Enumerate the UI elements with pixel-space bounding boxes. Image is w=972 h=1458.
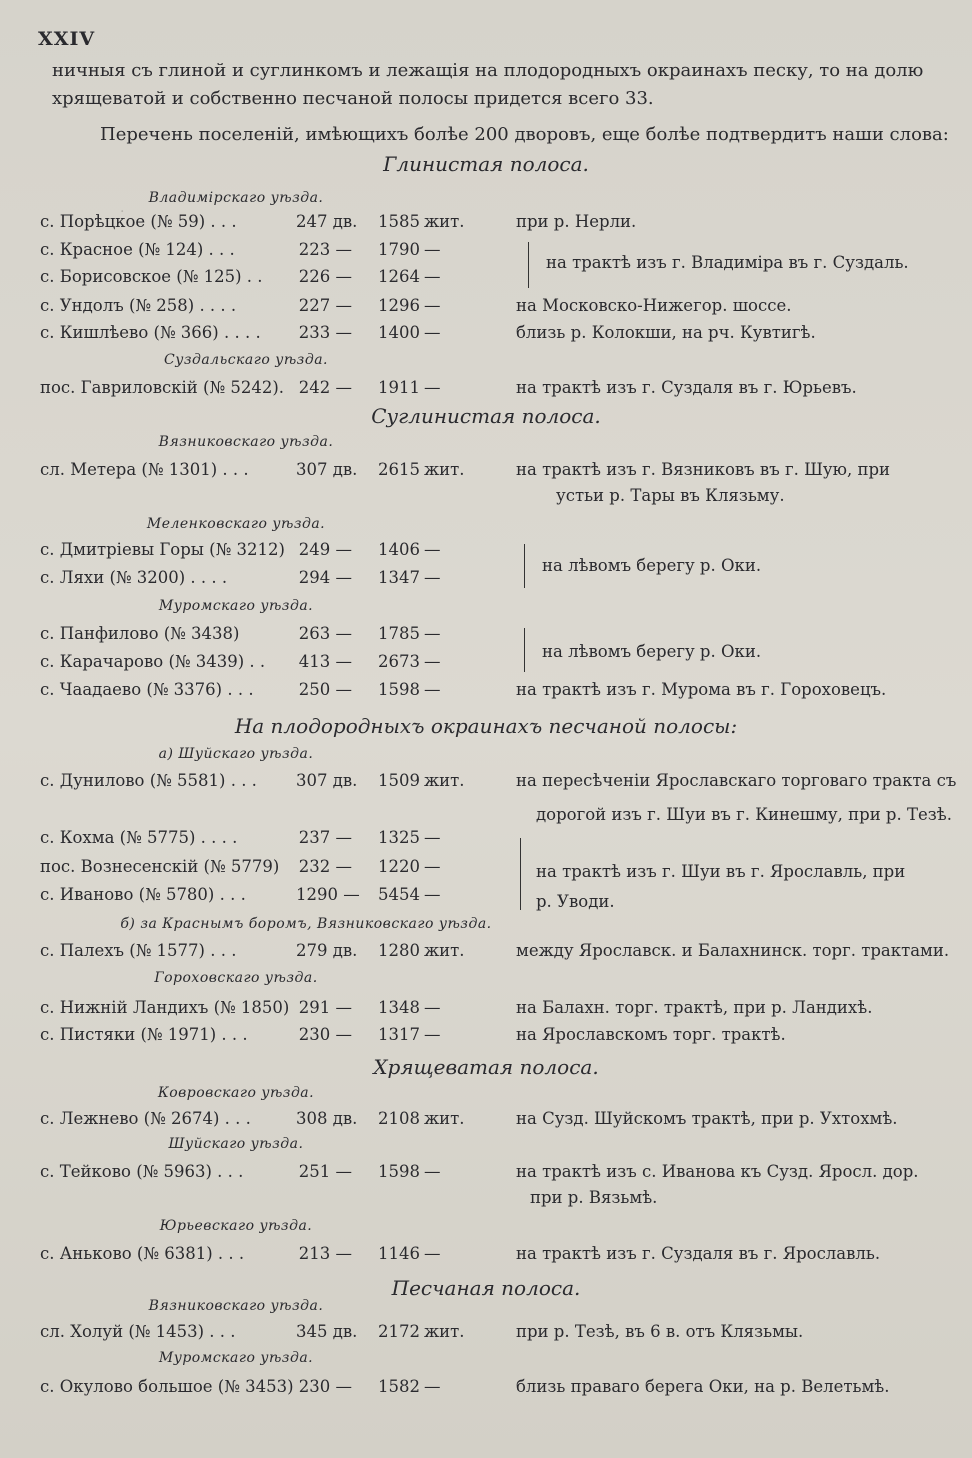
location-note: на трактѣ изъ г. Шуи въ г. Ярославль, при — [536, 862, 906, 881]
intro-line-3: Перечень поселеній, имѣющихъ болѣе 200 дворовъ, еще болѣе подтвердитъ наши слова: — [100, 124, 949, 145]
brace — [528, 242, 529, 288]
settlement-name: сл. Метера (№ 1301) . . . — [40, 460, 249, 479]
yards-count: 230 — — [298, 1377, 352, 1396]
unit: — — [424, 1162, 441, 1181]
population: 1598 — [378, 680, 420, 699]
table-row — [0, 680, 972, 706]
settlement-name: с. Лежнево (№ 2674) . . . — [40, 1109, 251, 1128]
population: 1280 — [378, 941, 420, 960]
location-note: на лѣвомъ берегу р. Оки. — [542, 642, 762, 661]
unit: — — [424, 828, 441, 847]
county-gorokhovets: Гороховскаго уѣзда. — [154, 970, 318, 986]
location-note: на трактѣ изъ г. Суздаля въ г. Юрьевъ. — [516, 378, 857, 397]
yards-count: 247 дв. — [296, 212, 358, 231]
population: 1296 — [378, 296, 420, 315]
location-note: дорогой изъ г. Шуи въ г. Кинешму, при р. Тезѣ. — [536, 805, 952, 824]
county-murom-2: Муромскаго уѣзда. — [158, 1350, 314, 1366]
settlement-name: с. Иваново (№ 5780) . . . — [40, 885, 246, 904]
county-suzdal: Суздальскаго уѣзда. — [163, 352, 328, 368]
location-note: на лѣвомъ берегу р. Оки. — [542, 556, 762, 575]
location-note: при р. Вязьмѣ. — [530, 1188, 658, 1207]
settlement-name: с. Окулово большое (№ 3453) — [40, 1377, 294, 1396]
yards-count: 345 дв. — [296, 1322, 358, 1341]
population: 1598 — [378, 1162, 420, 1181]
settlement-name: с. Пистяки (№ 1971) . . . — [40, 1025, 248, 1044]
location-note: близь праваго берега Оки, на р. Велетьмѣ. — [516, 1377, 890, 1396]
unit: — — [424, 568, 441, 587]
yards-count: 251 — — [298, 1162, 352, 1181]
table-row — [0, 568, 972, 594]
yards-count: 413 — — [298, 652, 352, 671]
intro-line-1: ничныя съ глиной и суглинкомъ и лежащія на плодородныхъ окраинахъ песку, то на долю — [52, 60, 924, 81]
population: 1582 — [378, 1377, 420, 1396]
table-row — [0, 885, 972, 911]
population: 1264 — [378, 267, 420, 286]
unit: — — [424, 267, 441, 286]
location-note: на трактѣ изъ г. Мурома въ г. Гороховецъ. — [516, 680, 887, 699]
settlement-name: с. Дмитріевы Горы (№ 3212) — [40, 540, 285, 559]
table-row — [0, 624, 972, 650]
yards-count: 242 — — [298, 378, 352, 397]
settlement-name: с. Нижній Ландихъ (№ 1850) — [40, 998, 290, 1017]
location-note: устьи р. Тары въ Клязьму. — [556, 486, 785, 505]
population: 2615 — [378, 460, 420, 479]
settlement-name: с. Ляхи (№ 3200) . . . . — [40, 568, 228, 587]
unit: жит. — [424, 771, 465, 790]
settlement-name: с. Ундолъ (№ 258) . . . . — [40, 296, 237, 315]
table-row — [0, 296, 972, 322]
county-shuya-2: Шуйскаго уѣзда. — [168, 1136, 304, 1152]
settlement-name: пос. Гавриловскій (№ 5242). — [40, 378, 285, 397]
settlement-name: с. Палехъ (№ 1577) . . . — [40, 941, 237, 960]
unit: — — [424, 652, 441, 671]
location-note: при р. Нерли. — [516, 212, 637, 231]
population: 1585 — [378, 212, 420, 231]
settlement-name: сл. Холуй (№ 1453) . . . — [40, 1322, 236, 1341]
unit: — — [424, 857, 441, 876]
location-note: на трактѣ изъ г. Вязниковъ въ г. Шую, при — [516, 460, 891, 479]
population: 1220 — [378, 857, 420, 876]
unit: — — [424, 1025, 441, 1044]
yards-count: 233 — — [298, 323, 352, 342]
population: 1785 — [378, 624, 420, 643]
yards-count: 227 — — [298, 296, 352, 315]
yards-count: 230 — — [298, 1025, 352, 1044]
county-kovrov: Ковровскаго уѣзда. — [157, 1085, 315, 1101]
population: 2673 — [378, 652, 420, 671]
table-row — [0, 1025, 972, 1051]
settlement-name: с. Карачарово (№ 3439) . . — [40, 652, 266, 671]
settlement-name: с. Панфилово (№ 3438) — [40, 624, 240, 643]
county-yuryev: Юрьевскаго уѣзда. — [159, 1218, 313, 1234]
table-row — [0, 540, 972, 566]
yards-count: 307 дв. — [296, 460, 358, 479]
population: 1911 — [378, 378, 420, 397]
brace — [524, 544, 525, 588]
unit: — — [424, 680, 441, 699]
intro-line-2: хрящеватой и собственно песчаной полосы придется всего 33. — [52, 88, 654, 109]
population: 1347 — [378, 568, 420, 587]
yards-count: 307 дв. — [296, 771, 358, 790]
county-murom: Муромскаго уѣзда. — [158, 598, 314, 614]
yards-count: 249 — — [298, 540, 352, 559]
table-row — [0, 378, 972, 404]
yards-count: 213 — — [298, 1244, 352, 1263]
unit: — — [424, 624, 441, 643]
yards-count: 237 — — [298, 828, 352, 847]
settlement-name: с. Чаадаево (№ 3376) . . . — [40, 680, 254, 699]
unit: — — [424, 1244, 441, 1263]
yards-count: 279 дв. — [296, 941, 358, 960]
yards-count: 250 — — [298, 680, 352, 699]
unit: — — [424, 323, 441, 342]
yards-count: 291 — — [298, 998, 352, 1017]
section-sand: Песчаная полоса. — [391, 1276, 581, 1300]
table-row — [0, 998, 972, 1024]
location-note: на Сузд. Шуйскомъ трактѣ, при р. Ухтохмѣ. — [516, 1109, 898, 1128]
county-vyazniki-2: Вязниковскаго уѣзда. — [148, 1298, 324, 1314]
unit: жит. — [424, 460, 465, 479]
population: 2172 — [378, 1322, 420, 1341]
yards-count: 294 — — [298, 568, 352, 587]
location-note: при р. Тезѣ, въ 6 в. отъ Клязьмы. — [516, 1322, 804, 1341]
location-note: на трактѣ изъ с. Иванова къ Сузд. Яросл. дор. — [516, 1162, 919, 1181]
yards-count: 232 — — [298, 857, 352, 876]
settlement-name: с. Кишлѣево (№ 366) . . . . — [40, 323, 261, 342]
section-gravel: Хрящеватая полоса. — [373, 1055, 599, 1079]
settlement-name: с. Борисовское (№ 125) . . — [40, 267, 263, 286]
settlement-name: с. Красное (№ 124) . . . — [40, 240, 235, 259]
table-row — [0, 1377, 972, 1403]
population: 5454 — [378, 885, 420, 904]
location-note: близь р. Колокши, на рч. Кувтигѣ. — [516, 323, 816, 342]
brace — [520, 838, 521, 910]
table-row — [0, 828, 972, 854]
table-row — [0, 1322, 972, 1348]
section-loam: Суглинистая полоса. — [371, 404, 601, 428]
unit: — — [424, 885, 441, 904]
county-melenki: Меленковскаго уѣзда. — [146, 516, 326, 532]
yards-count: 223 — — [298, 240, 352, 259]
population: 1146 — [378, 1244, 420, 1263]
table-row — [0, 323, 972, 349]
location-note: на пересѣченіи Ярославскаго торговаго тракта съ — [516, 771, 957, 790]
population: 2108 — [378, 1109, 420, 1128]
table-row — [0, 460, 972, 486]
yards-count: 226 — — [298, 267, 352, 286]
population: 1348 — [378, 998, 420, 1017]
population: 1325 — [378, 828, 420, 847]
unit: — — [424, 296, 441, 315]
population: 1790 — [378, 240, 420, 259]
population: 1509 — [378, 771, 420, 790]
unit: жит. — [424, 1322, 465, 1341]
settlement-name: с. Порѣцкое (№ 59) . . . — [40, 212, 237, 231]
location-note: р. Уводи. — [536, 892, 615, 911]
location-note: между Ярославск. и Балахнинск. торг. трактами. — [516, 941, 950, 960]
unit: — — [424, 240, 441, 259]
location-note: на трактѣ изъ г. Суздаля въ г. Ярославль. — [516, 1244, 881, 1263]
yards-count: 1290 — — [296, 885, 360, 904]
bleed-through-text: . — [120, 200, 125, 216]
table-row — [0, 1109, 972, 1135]
table-row — [0, 1162, 972, 1188]
section-fertile: На плодородныхъ окраинахъ песчаной полосы: — [234, 714, 738, 738]
settlement-name: с. Тейково (№ 5963) . . . — [40, 1162, 244, 1181]
location-note: на трактѣ изъ г. Владиміра въ г. Суздаль. — [546, 253, 909, 272]
table-row — [0, 212, 972, 238]
unit: жит. — [424, 941, 465, 960]
location-note: на Ярославскомъ торг. трактѣ. — [516, 1025, 786, 1044]
table-row — [0, 771, 972, 797]
yards-count: 308 дв. — [296, 1109, 358, 1128]
brace — [524, 628, 525, 672]
population: 1406 — [378, 540, 420, 559]
county-vyazniki: Вязниковскаго уѣзда. — [158, 434, 334, 450]
table-row — [0, 652, 972, 678]
unit: жит. — [424, 1109, 465, 1128]
unit: — — [424, 378, 441, 397]
settlement-name: пос. Вознесенскій (№ 5779) — [40, 857, 280, 876]
location-note: на Московско-Нижегор. шоссе. — [516, 296, 792, 315]
yards-count: 263 — — [298, 624, 352, 643]
settlement-name: с. Кохма (№ 5775) . . . . — [40, 828, 238, 847]
page-number: XXIV — [38, 28, 96, 50]
table-row — [0, 1244, 972, 1270]
settlement-name: с. Аньково (№ 6381) . . . — [40, 1244, 245, 1263]
location-note: на Балахн. торг. трактѣ, при р. Ландихѣ. — [516, 998, 873, 1017]
unit: — — [424, 540, 441, 559]
county-krasny-bor: б) за Краснымъ боромъ, Вязниковскаго уѣзда. — [120, 916, 492, 932]
county-vladimir: Владимірскаго уѣзда. — [148, 190, 324, 206]
settlement-name: с. Дунилово (№ 5581) . . . — [40, 771, 257, 790]
table-row — [0, 941, 972, 967]
unit: — — [424, 1377, 441, 1396]
unit: жит. — [424, 212, 465, 231]
unit: — — [424, 998, 441, 1017]
population: 1317 — [378, 1025, 420, 1044]
population: 1400 — [378, 323, 420, 342]
section-clay: Глинистая полоса. — [383, 152, 589, 176]
county-shuya: а) Шуйскаго уѣзда. — [158, 746, 314, 762]
